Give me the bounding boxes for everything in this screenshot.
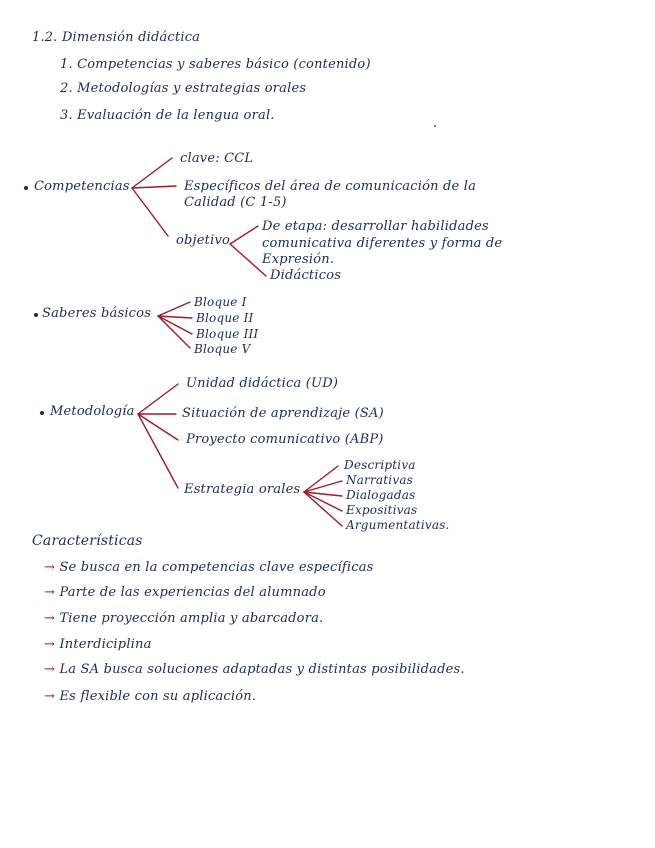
estrategia-node: Estrategia orales [184, 482, 301, 497]
etapa-line-2: comunicativa diferentes y forma de [262, 236, 503, 251]
header-item-1: 1. Competencias y saberes básico (contenido) [60, 57, 371, 72]
caracteristica-text: Es flexible con su aplicación. [59, 689, 257, 704]
arrow-right-icon: → [44, 560, 56, 575]
metodologia-label: Metodología [50, 404, 135, 419]
arrow-right-icon: → [44, 611, 56, 626]
etapa-line-3: Expresión. [262, 252, 335, 267]
metodologia-item-ud: Unidad didáctica (UD) [186, 376, 339, 391]
estrategia-descriptiva: Descriptiva [344, 458, 416, 472]
bullet-dot [24, 186, 28, 190]
paper-speck [434, 125, 436, 127]
estrategia-expositivas: Expositivas [346, 503, 418, 517]
bloque-5: Bloque V [194, 342, 251, 356]
estrategia-dialogadas: Dialogadas [346, 488, 416, 502]
saberes-label: Saberes básicos [42, 306, 152, 321]
estrategia-narrativas: Narrativas [346, 473, 414, 487]
etapa-line-1: De etapa: desarrollar habilidades [262, 219, 489, 234]
arrow-right-icon: → [44, 637, 56, 652]
objetivo-node: objetivo [176, 233, 231, 248]
didacticos-node: Didácticos [270, 268, 342, 283]
section-heading: 1.2. Dimensión didáctica [32, 30, 201, 45]
caracteristica-6 [44, 689, 256, 704]
competencias-label: Competencias [34, 179, 130, 194]
caracteristica-text: Parte de las experiencias del alumnado [59, 585, 326, 600]
caracteristica-text: Se busca en la competencias clave específicas [59, 560, 374, 575]
arrow-right-icon: → [44, 585, 56, 600]
especificos-line-1: Específicos del área de comunicación de la [184, 179, 477, 194]
estrategia-argumentativas: Argumentativas. [346, 518, 450, 532]
caracteristica-5 [44, 662, 465, 677]
bloque-3: Bloque III [196, 327, 259, 341]
header-item-3: 3. Evaluación de la lengua oral. [60, 108, 275, 123]
caracteristica-3 [44, 611, 323, 626]
caracteristica-1 [44, 560, 374, 575]
especificos-line-2: Calidad (C 1-5) [184, 195, 287, 210]
arrow-right-icon: → [44, 689, 56, 704]
caracteristicas-title: Características [32, 533, 143, 549]
caracteristica-text: Interdiciplina [59, 637, 152, 652]
caracteristica-2 [44, 585, 326, 600]
caracteristica-text: Tiene proyección amplia y abarcadora. [59, 611, 324, 626]
caracteristica-4 [44, 637, 152, 652]
bloque-1: Bloque I [194, 295, 247, 309]
bullet-dot [40, 411, 44, 415]
arrow-right-icon: → [44, 662, 56, 677]
clave-node: clave: CCL [180, 151, 254, 166]
caracteristica-text: La SA busca soluciones adaptadas y distintas posibilidades. [59, 662, 465, 677]
bloque-2: Bloque II [196, 311, 254, 325]
metodologia-item-sa: Situación de aprendizaje (SA) [182, 406, 384, 421]
bullet-dot [34, 313, 38, 317]
header-item-2: 2. Metodologías y estrategias orales [60, 81, 307, 96]
metodologia-item-abp: Proyecto comunicativo (ABP) [186, 432, 384, 447]
